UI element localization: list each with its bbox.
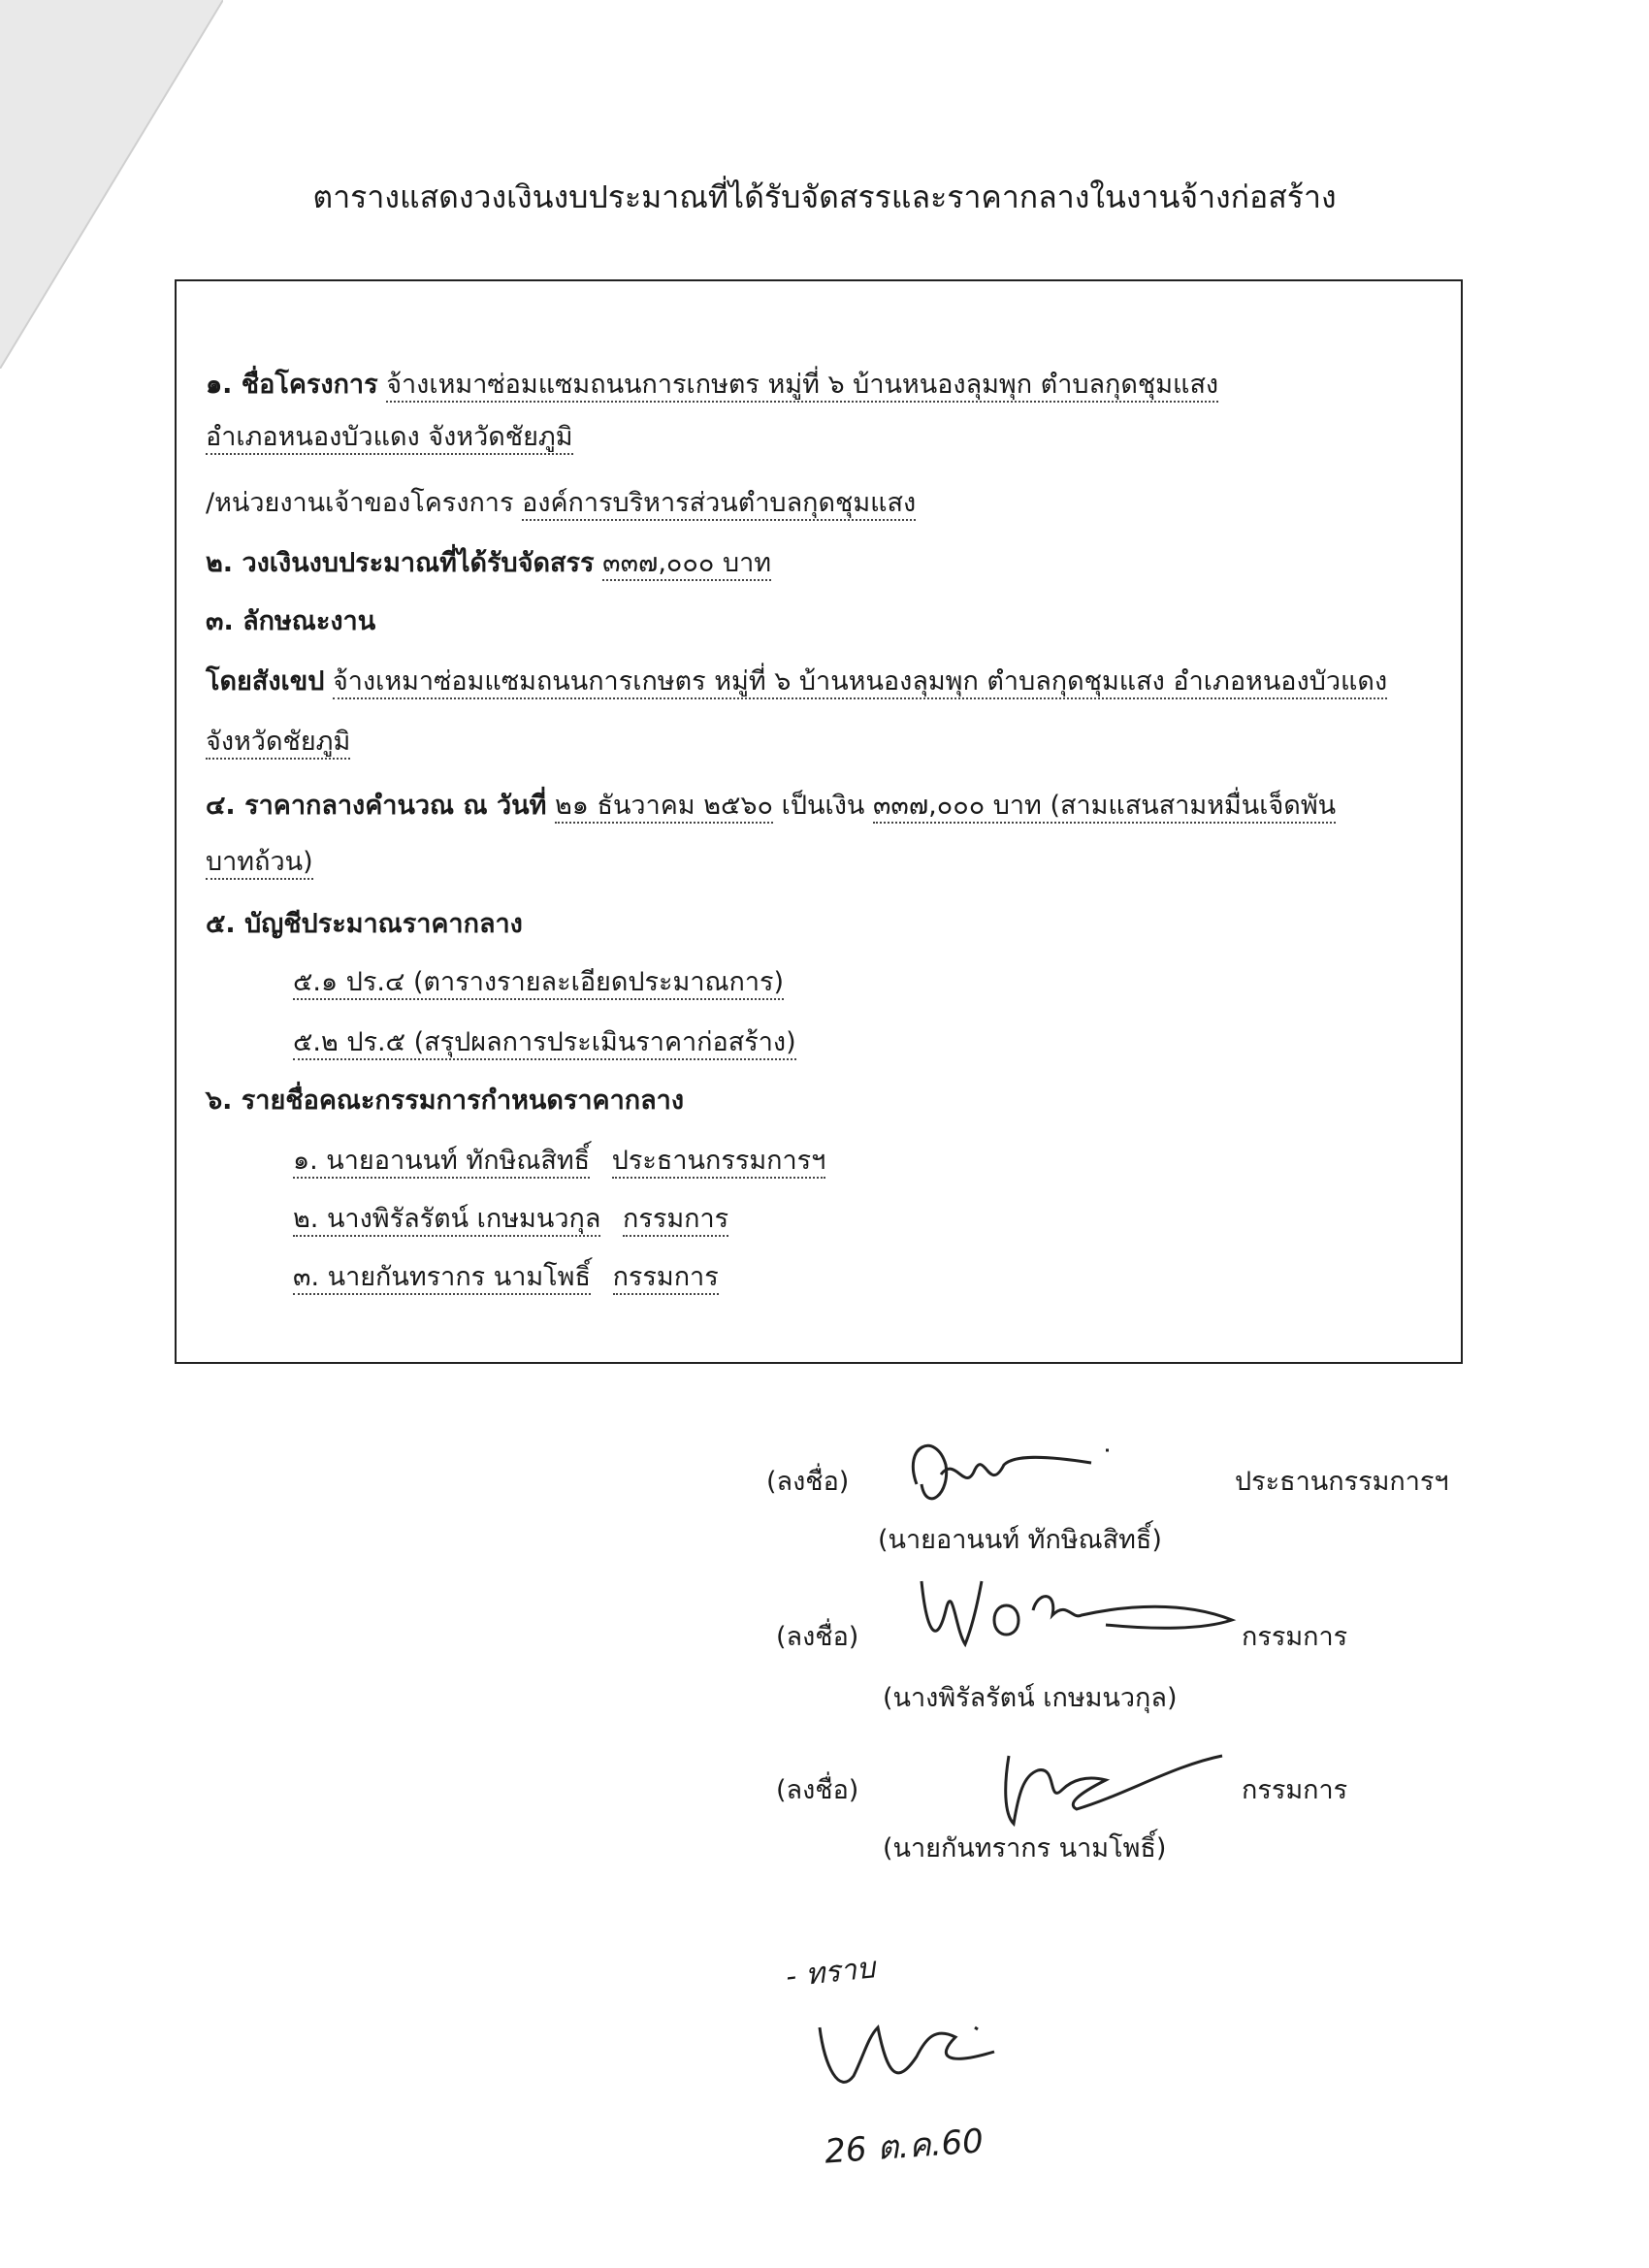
amount-label: เป็นเงิน xyxy=(781,791,865,821)
acknowledgement-signature-image xyxy=(810,1998,1004,2105)
committee-member-name: ๑. นายอานนท์ ทักษิณสิทธิ์ xyxy=(293,1146,590,1179)
committee-label: ๖. รายชื่อคณะกรรมการกำหนดราคากลาง xyxy=(206,1085,685,1116)
signature-1-image xyxy=(897,1426,1149,1523)
price-list-item xyxy=(293,960,784,1002)
sign-label: (ลงชื่อ) xyxy=(776,1622,859,1652)
acknowledgement-date: 26 ต.ค.60 xyxy=(823,2122,986,2172)
committee-member-name: ๒. นางพิรัลรัตน์ เกษมนวกุล xyxy=(293,1204,600,1237)
budget-value: ๓๓๗,๐๐๐ บาท xyxy=(602,548,771,581)
signature-printed-name: (นางพิรัลรัตน์ เกษมนวกุล) xyxy=(883,1683,1178,1713)
budget-label: ๒. วงเงินงบประมาณที่ได้รับจัดสรร xyxy=(206,548,595,578)
median-price-date: ๒๑ ธันวาคม ๒๕๖๐ xyxy=(555,791,773,824)
committee-member-name: ๓. นายกันทรากร นามโพธิ์ xyxy=(293,1262,591,1295)
price-list-item-2: ๕.๒ ปร.๕ (สรุปผลการประเมินราคาก่อสร้าง) xyxy=(293,1027,796,1060)
acknowledgement-note: - ทราบ xyxy=(784,1951,877,1994)
signature-role: กรรมการ xyxy=(1242,1622,1348,1652)
price-list-item xyxy=(293,1021,796,1062)
committee-member xyxy=(293,1139,825,1181)
signature-role: กรรมการ xyxy=(1242,1775,1348,1805)
project-name-line1: จ้างเหมาซ่อมแซมถนนการเกษตร หมู่ที่ ๖ บ้านหนองลุมพุก ตำบลกุดชุมแสง xyxy=(386,370,1218,403)
median-price-row xyxy=(206,784,1336,826)
nature-label: ๓. ลักษณะงาน xyxy=(206,606,376,636)
signature-printed-name: (นายกันทรากร นามโพธิ์) xyxy=(883,1833,1167,1863)
summary-row xyxy=(206,660,1387,701)
project-name-line2: อำเภอหนองบัวแดง จังหวัดชัยภูมิ xyxy=(206,422,573,455)
median-price-label: ๔. ราคากลางคำนวณ ณ วันที่ xyxy=(206,791,547,821)
median-price-amount: ๓๓๗,๐๐๐ บาท (สามแสนสามหมื่นเจ็ดพัน xyxy=(873,791,1336,824)
committee-member xyxy=(293,1197,728,1239)
amount-line2-row xyxy=(206,840,313,882)
project-info-box xyxy=(175,279,1463,1364)
median-price-amount-line2: บาทถ้วน) xyxy=(206,847,313,880)
committee-member-role: กรรมการ xyxy=(623,1204,728,1237)
price-list-label: ๕. บัญชีประมาณราคากลาง xyxy=(206,909,523,939)
project-row xyxy=(206,363,1218,405)
committee-member-role: ประธานกรรมการฯ xyxy=(612,1146,826,1179)
summary-line2: จังหวัดชัยภูมิ xyxy=(206,727,350,760)
project-label: ๑. ชื่อโครงการ xyxy=(206,370,378,400)
price-list-item-1: ๕.๑ ปร.๔ (ตารางรายละเอียดประมาณการ) xyxy=(293,967,784,1000)
summary-line2-row xyxy=(206,720,350,761)
summary-line1: จ้างเหมาซ่อมแซมถนนการเกษตร หมู่ที่ ๖ บ้านหนองลุมพุก ตำบลกุดชุมแสง อำเภอหนองบัวแดง xyxy=(333,666,1387,699)
owner-value: องค์การบริหารส่วนตำบลกุดชุมแสง xyxy=(522,488,916,521)
committee-member xyxy=(293,1255,719,1297)
signature-printed-name: (นายอานนท์ ทักษิณสิทธิ์) xyxy=(878,1525,1162,1555)
signature-2-image xyxy=(912,1562,1242,1669)
budget-row xyxy=(206,541,771,583)
owner-row xyxy=(206,481,916,523)
sign-label: (ลงชื่อ) xyxy=(776,1775,859,1805)
committee-member-role: กรรมการ xyxy=(613,1262,719,1295)
signature-role: ประธานกรรมการฯ xyxy=(1235,1467,1449,1497)
document-title: ตารางแสดงวงเงินงบประมาณที่ได้รับจัดสรรและราคากลางในงานจ้างก่อสร้าง xyxy=(312,178,1337,215)
sign-label: (ลงชื่อ) xyxy=(766,1467,850,1497)
owner-label: /หน่วยงานเจ้าของโครงการ xyxy=(206,488,514,518)
project-name-line2-row xyxy=(206,415,573,457)
signature-3-image xyxy=(980,1736,1232,1833)
summary-label: โดยสังเขป xyxy=(206,666,325,697)
